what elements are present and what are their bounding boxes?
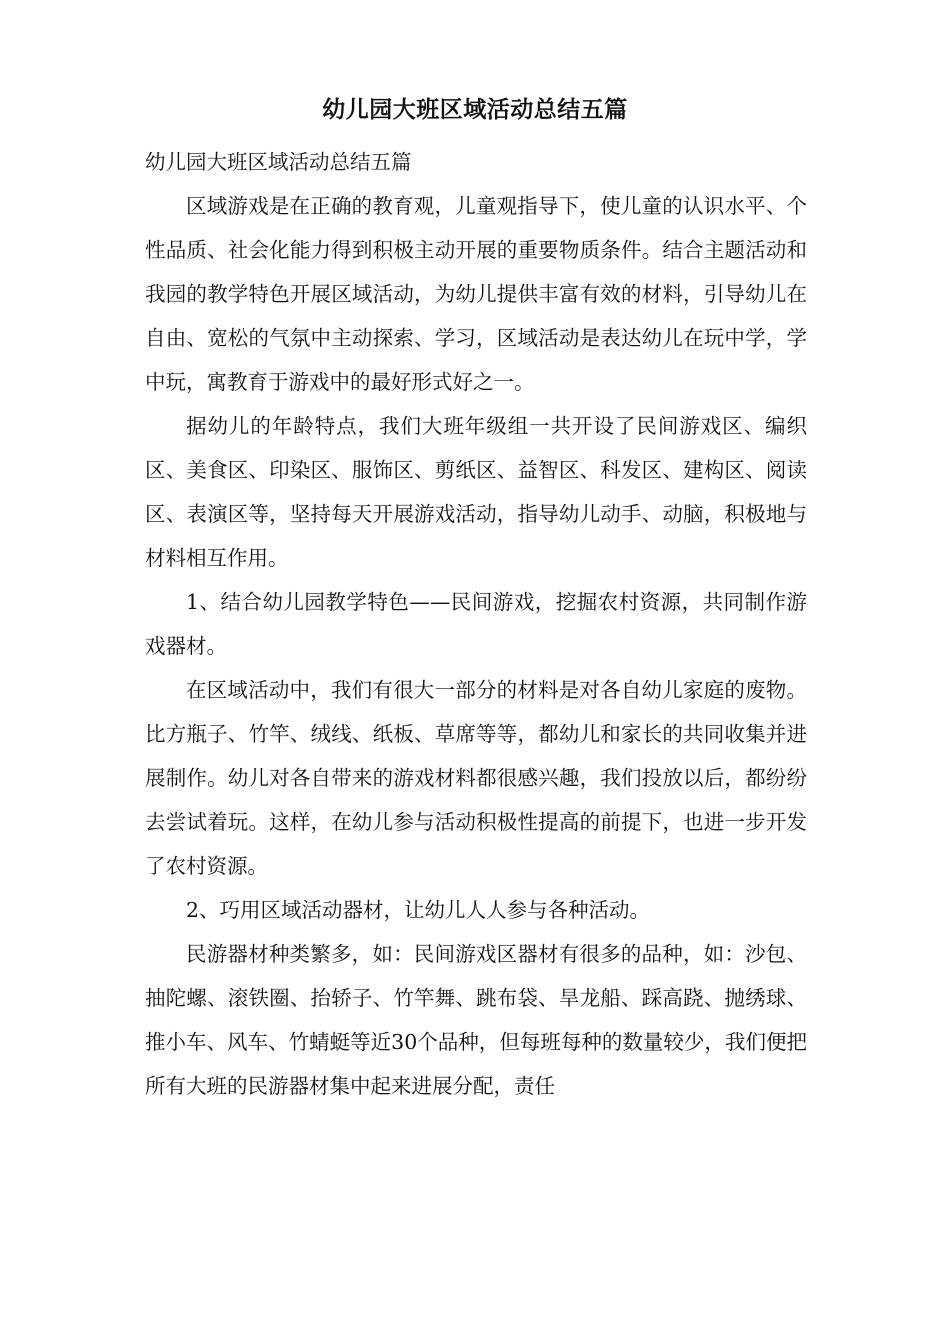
document-subtitle: 幼儿园大班区域活动总结五篇 [145,150,412,174]
paragraph: 据幼儿的年龄特点，我们大班年级组一共开设了民间游戏区、编织区、美食区、印染区、服饰区、剪纸区、益智区、科发区、建构区、阅读区、表演区等，坚持每天开展游戏活动，指导幼儿动手、动脑，积极地与材料相互作用。 [145,414,807,570]
document-body [145,140,807,1108]
paragraph: 区域游戏是在正确的教育观，儿童观指导下，使儿童的认识水平、个性品质、社会化能力得到积极主动开展的重要物质条件。结合主题活动和我园的教学特色开展区域活动，为幼儿提供丰富有效的材料，引导幼儿在自由、宽松的气氛中主动探索、学习，区域活动是表达幼儿在玩中学，学中玩，寓教育于游戏中的最好形式好之一。 [145,194,807,394]
numbered-heading: 1、结合幼儿园教学特色——民间游戏，挖掘农村资源，共同制作游戏器材。 [145,590,807,658]
paragraph: 在区域活动中，我们有很大一部分的材料是对各自幼儿家庭的废物。比方瓶子、竹竿、绒线、纸板、草席等等，都幼儿和家长的共同收集并进展制作。幼儿对各自带来的游戏材料都很感兴趣，我们投放以后，都纷纷去尝试着玩。这样，在幼儿参与活动积极性提高的前提下，也进一步开发了农村资源。 [145,678,807,878]
paragraph: 民游器材种类繁多，如：民间游戏区器材有很多的品种，如：沙包、抽陀螺、滚铁圈、抬轿子、竹竿舞、跳布袋、旱龙船、踩高跷、抛绣球、推小车、风车、竹蜻蜓等近30个品种，但每班每种的数量较少，我们便把所有大班的民游器材集中起来进展分配，责任 [145,942,807,1098]
numbered-heading: 2、巧用区域活动器材，让幼儿人人参与各种活动。 [186,898,651,922]
document-title: 幼儿园大班区域活动总结五篇 [322,96,628,123]
